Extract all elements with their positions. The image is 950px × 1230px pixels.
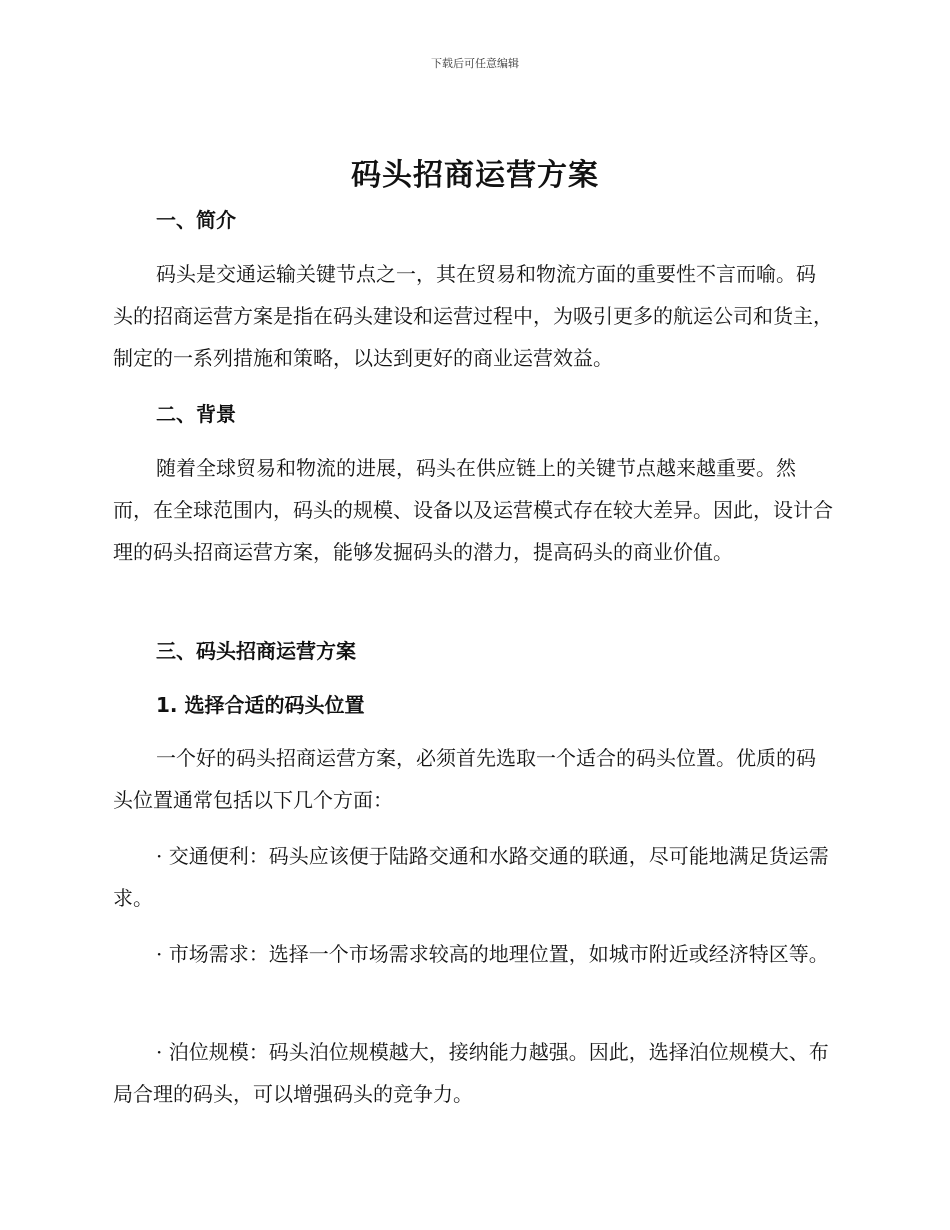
subsection-heading-location: 1. 选择合适的码头位置 [156, 693, 365, 717]
bullet-berth: · 泊位规模：码头泊位规模越大，接纳能力越强。因此，选择泊位规模大、布局合理的码头，可以增强码头的竞争力。 [113, 1040, 829, 1106]
section-heading-intro: 一、简介 [156, 208, 236, 232]
section-heading-plan: 三、码头招商运营方案 [156, 639, 356, 663]
paragraph-intro: 码头是交通运输关键节点之一，其在贸易和物流方面的重要性不言而喻。码头的招商运营方案是指在码头建设和运营过程中，为吸引更多的航运公司和货主，制定的一系列措施和策略，以达到更好的商业运营效益。 [113, 262, 833, 370]
document-title: 码头招商运营方案 [351, 158, 599, 193]
paragraph-background: 随着全球贸易和物流的进展，码头在供应链上的关键节点越来越重要。然而，在全球范围内，码头的规模、设备以及运营模式存在较大差异。因此，设计合理的码头招商运营方案，能够发掘码头的潜力，提高码头的商业价值。 [113, 456, 833, 564]
bullet-traffic: · 交通便利：码头应该便于陆路交通和水路交通的联通，尽可能地满足货运需求。 [113, 844, 829, 910]
bullet-market: · 市场需求：选择一个市场需求较高的地理位置，如城市附近或经济特区等。 [156, 942, 829, 966]
section-heading-background: 二、背景 [156, 402, 236, 426]
paragraph-location: 一个好的码头招商运营方案，必须首先选取一个适合的码头位置。优质的码头位置通常包括以下几个方面： [113, 746, 816, 812]
page-header-note: 下载后可任意编辑 [431, 57, 519, 70]
